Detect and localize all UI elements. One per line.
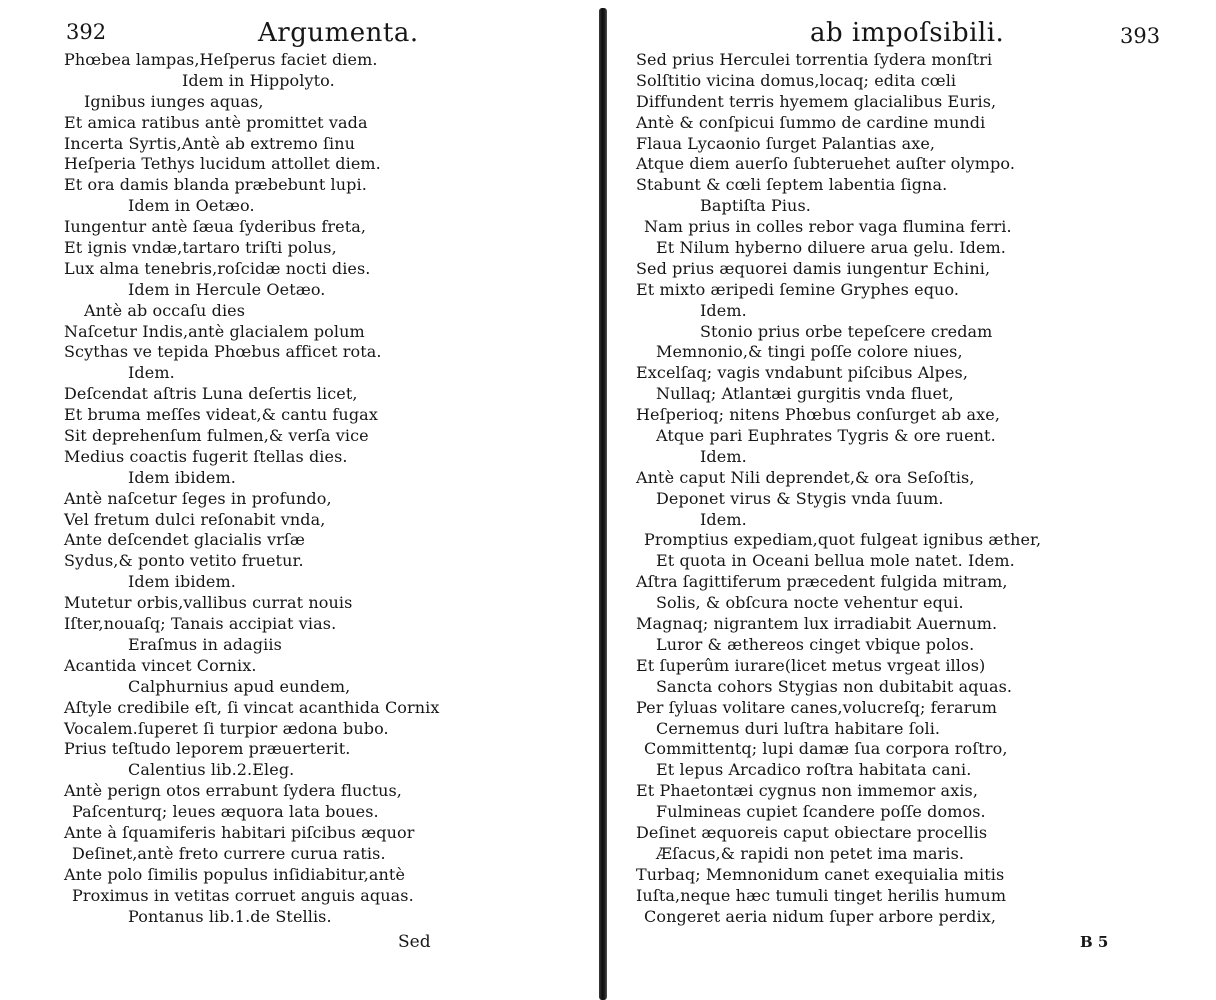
- verse-line: Scythas ve tepida Phœbus afficet rota.: [64, 342, 382, 362]
- verse-line: Antè naſcetur ſeges in profundo,: [64, 488, 332, 508]
- verse-line: Iſter,nouaſq; Tanais accipiat vias.: [64, 614, 337, 634]
- verse-line: Diffundent terris hyemem glacialibus Euris,: [636, 91, 997, 111]
- verse-line: Stabunt & cœli ſeptem labentia ſigna.: [636, 175, 948, 195]
- verse-line: Antè ab occaſu dies: [84, 300, 246, 320]
- verse-line: Sed prius æquorei damis iungentur Echini,: [636, 258, 991, 278]
- verse-line: Eraſmus in adagiis: [128, 634, 282, 654]
- verse-line: Antè caput Nili deprendet,& ora Seſoſtis,: [636, 467, 975, 487]
- verse-line: Aſtra ſagittiferum præcedent fulgida mitram,: [636, 572, 1008, 592]
- verse-line: Baptiſta Pius.: [700, 196, 811, 216]
- verse-line: Paſcenturq; leues æquora lata boues.: [72, 802, 379, 822]
- verse-line: Idem in Hercule Oetæo.: [128, 279, 326, 299]
- verse-line: Flaua Lycaonio ſurget Palantias axe,: [636, 133, 936, 153]
- verse-line: Sydus,& ponto vetito fruetur.: [64, 551, 304, 571]
- verse-line: Deſinet æquoreis caput obiectare procellis: [636, 822, 988, 842]
- verse-line: Atque diem auerſo ſubteruehet auſter olympo.: [636, 154, 1016, 174]
- verse-line: Calentius lib.2.Eleg.: [128, 760, 295, 780]
- verse-line: Idem in Oetæo.: [128, 196, 255, 216]
- verse-line: Calphurnius apud eundem,: [128, 676, 351, 696]
- right-page: [622, 0, 1216, 1000]
- verse-line: Antè & conſpicui ſummo de cardine mundi: [636, 112, 986, 132]
- verse-line: Solis, & obſcura nocte vehentur equi.: [656, 593, 964, 613]
- verse-line: Et Nilum hyberno diluere arua gelu. Idem.: [656, 238, 1006, 258]
- verse-line: Prius teſtudo leporem præuerterit.: [64, 739, 351, 759]
- verse-line: Iungentur antè ſæua ſyderibus freta,: [64, 217, 367, 237]
- verse-line: Et ora damis blanda præbebunt lupi.: [64, 175, 367, 195]
- verse-line: Idem.: [700, 300, 747, 320]
- verse-lines: [64, 50, 440, 927]
- left-page: [0, 0, 600, 1000]
- verse-line: Sit deprehenſum fulmen,& verſa vice: [64, 426, 369, 446]
- verse-line: Iuſta,neque hæc tumuli tinget herilis humum: [636, 885, 1007, 905]
- verse-line: Turbaq; Memnonidum canet exequialia mitis: [636, 864, 1005, 884]
- verse-line: Proximus in vetitas corruet anguis aquas.: [72, 885, 414, 905]
- verse-line: Et ſuperûm iurare(licet metus vrgeat illos): [636, 655, 986, 675]
- verse-line: Medius coactis fugerit ſtellas dies.: [64, 446, 348, 466]
- verse-line: Incerta Syrtis,Antè ab extremo ſinu: [64, 133, 356, 153]
- verse-line: Et bruma meſſes videat,& cantu fugax: [64, 405, 378, 425]
- catchword: Sed: [398, 932, 431, 952]
- verse-line: Ante à ſquamiferis habitari piſcibus æquor: [64, 822, 415, 842]
- verse-line: Ignibus iunges aquas,: [84, 91, 264, 111]
- verse-line: Deſcendat aſtris Luna deſertis licet,: [64, 384, 358, 404]
- verse-line: Cernemus duri luſtra habitare ſoli.: [656, 718, 941, 738]
- verse-line: Solſtitio vicina domus,locaq; edita cœli: [636, 70, 957, 90]
- verse-line: Nullaq; Atlantæi gurgitis vnda fluet,: [656, 384, 954, 404]
- book-gutter: [599, 8, 607, 1000]
- verse-line: Magnaq; nigrantem lux irradiabit Auernum.: [636, 614, 998, 634]
- verse-line: Ante deſcendet glacialis vrſæ: [64, 530, 306, 550]
- verse-line: Antè perign otos errabunt ſydera fluctus,: [64, 781, 402, 801]
- verse-line: Idem ibidem.: [128, 467, 236, 487]
- verse-line: Lux alma tenebris,roſcidæ nocti dies.: [64, 258, 371, 278]
- verse-line: Et Phaetontæi cygnus non immemor axis,: [636, 781, 979, 801]
- verse-line: Idem in Hippolyto.: [182, 70, 335, 90]
- verse-line: Naſcetur Indis,antè glacialem polum: [64, 321, 365, 341]
- verse-line: Fulmineas cupiet ſcandere poſſe domos.: [656, 802, 986, 822]
- running-head: ab impoſsibili.: [810, 18, 1005, 48]
- verse-line: Et quota in Oceani bellua mole natet. Idem.: [656, 551, 1015, 571]
- verse-line: Æſacus,& rapidi non petet ima maris.: [656, 843, 965, 863]
- page-number: 393: [1120, 24, 1161, 48]
- verse-line: Et mixto æripedi ſemine Gryphes equo.: [636, 279, 960, 299]
- verse-line: Aſtyle credibile eſt, ſi vincat acanthida Cornix: [64, 697, 440, 717]
- verse-line: Memnonio,& tingi poſſe colore niues,: [656, 342, 963, 362]
- verse-line: Et lepus Arcadico roſtra habitata cani.: [656, 760, 972, 780]
- verse-line: Excelſaq; vagis vndabunt piſcibus Alpes,: [636, 363, 969, 383]
- verse-line: Et ignis vndæ,tartaro triſti polus,: [64, 238, 337, 258]
- signature-mark: B 5: [1080, 933, 1109, 951]
- verse-line: Ante polo ſimilis populus inſidiabitur,antè: [64, 864, 406, 884]
- verse-line: Mutetur orbis,vallibus currat nouis: [64, 593, 353, 613]
- verse-line: Stonio prius orbe tepeſcere credam: [700, 321, 993, 341]
- verse-line: Pontanus lib.1.de Stellis.: [128, 906, 332, 926]
- verse-line: Vocalem.ſuperet ſi turpior ædona bubo.: [64, 718, 389, 738]
- verse-line: Promptius expediam,quot fulgeat ignibus æther,: [644, 530, 1042, 550]
- verse-line: Deponet virus & Stygis vnda ſuum.: [656, 488, 944, 508]
- verse-line: Per ſyluas volitare canes,volucreſq; ferarum: [636, 697, 998, 717]
- verse-line: Phœbea lampas,Heſperus faciet diem.: [64, 50, 378, 69]
- verse-line: Congeret aeria nidum ſuper arbore perdix,: [644, 906, 997, 926]
- verse-line: Idem ibidem.: [128, 572, 236, 592]
- verse-line: Acantida vincet Cornix.: [64, 655, 257, 675]
- verse-line: Heſperioq; nitens Phœbus conſurget ab axe,: [636, 405, 1001, 425]
- verse-line: Nam prius in colles rebor vaga flumina ferri.: [644, 217, 1012, 237]
- verse-line: Deſinet,antè freto currere curua ratis.: [72, 843, 386, 863]
- page-number: 392: [66, 20, 107, 44]
- verse-line: Heſperia Tethys lucidum attollet diem.: [64, 154, 381, 174]
- verse-lines: [636, 50, 1041, 927]
- verse-line: Idem.: [700, 509, 747, 529]
- verse-line: Committentq; lupi damæ ſua corpora roſtro,: [644, 739, 1008, 759]
- verse-line: Sed prius Herculei torrentia ſydera monſtri: [636, 50, 993, 69]
- verse-line: Et amica ratibus antè promittet vada: [64, 112, 368, 132]
- verse-line: Idem.: [128, 363, 175, 383]
- verse-line: Vel fretum dulci reſonabit vnda,: [64, 509, 326, 529]
- verse-line: Luror & æthereos cinget vbique polos.: [656, 634, 975, 654]
- verse-line: Atque pari Euphrates Tygris & ore ruent.: [656, 426, 996, 446]
- verse-line: Sancta cohors Stygias non dubitabit aquas.: [656, 676, 1013, 696]
- running-head: Argumenta.: [258, 18, 419, 48]
- verse-line: Idem.: [700, 446, 747, 466]
